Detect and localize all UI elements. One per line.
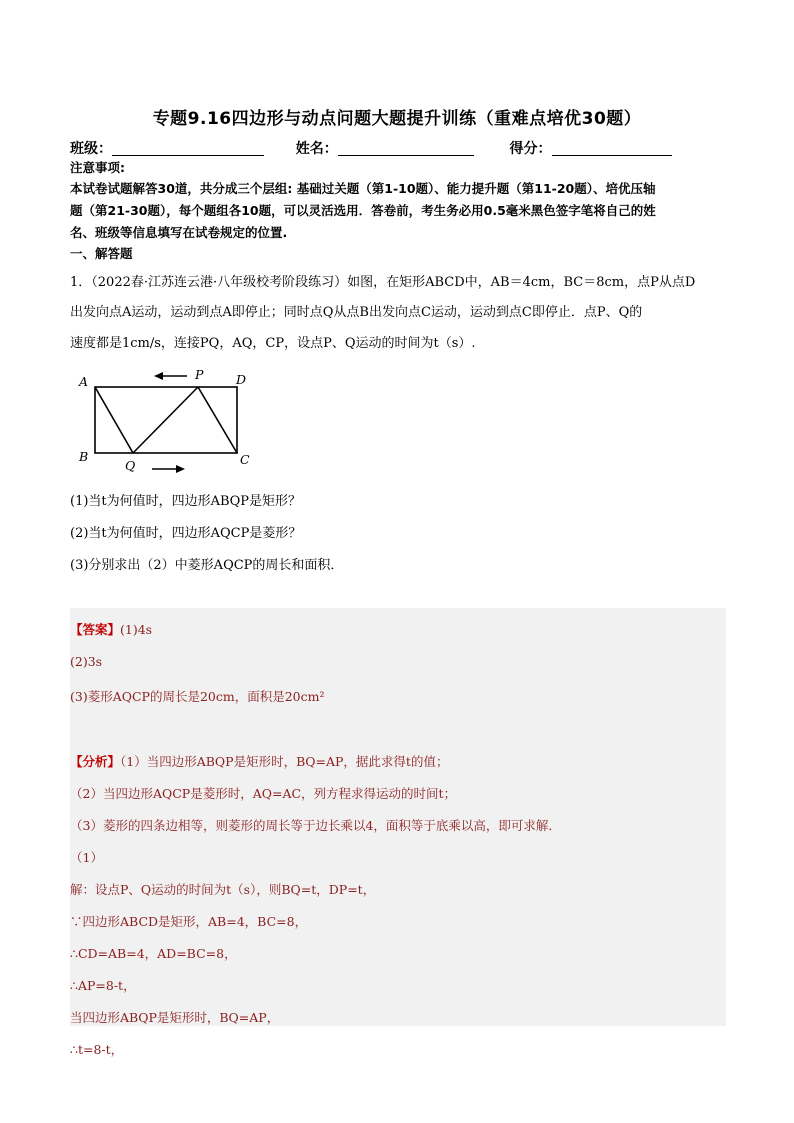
analysis-6: ∵四边形ABCD是矩形，AB=4，BC=8， [70,914,308,929]
question-2: (2)当t为何值时，四边形AQCP是菱形？ [70,526,302,541]
label-b: B [79,449,89,464]
answer-tag: 【答案】 [70,622,121,637]
answer-1: (1)4s [120,622,153,637]
rectangle-figure [74,362,264,474]
answer-3: (3)菱形AQCP的周长是20cm，面积是20cm² [70,689,325,704]
label-c: C [240,452,250,467]
problem-line-3: 速度都是1cm/s，连接PQ，AQ，CP，设点P、Q运动的时间为t（s）. [70,336,476,351]
label-a: A [79,374,89,389]
page-title: 专题9.16四边形与动点问题大题提升训练（重难点培优30题） [152,109,642,129]
analysis-8: ∴AP=8-t， [70,978,136,993]
analysis-tag: 【分析】 [70,754,121,769]
analysis-9: 当四边形ABQP是矩形时，BQ=AP， [70,1010,280,1025]
label-q: Q [125,458,136,473]
analysis-4: （1） [70,850,103,865]
analysis-2: （2）当四边形AQCP是菱形时，AQ=AC，列方程求得运动的时间t； [70,786,457,801]
arrow-p-head [154,372,163,380]
segment-aq [95,387,133,453]
problem-line-2: 出发向点A运动，运动到点A即停止；同时点Q从点B出发向点C运动，运动到点C即停止．点P、Q的 [70,305,643,320]
question-1: (1)当t为何值时，四边形ABQP是矩形？ [70,494,301,509]
segment-qp [133,387,198,453]
analysis-5: 解：设点P、Q运动的时间为t（s），则BQ=t，DP=t， [70,882,376,897]
notice-heading: 注意事项: [70,160,125,175]
analysis-1: （1）当四边形ABQP是矩形时，BQ=AP，据此求得t的值； [120,754,449,769]
arrow-q-head [176,465,185,473]
notice-line-3: 名、班级等信息填写在试卷规定的位置. [70,225,288,240]
score-label: 得分： [509,141,552,157]
student-info-row [70,138,672,158]
analysis-line-1 [70,752,448,770]
name-label: 姓名： [295,141,338,157]
class-label: 班级： [70,141,112,157]
analysis-7: ∴CD=AB=4，AD=BC=8， [70,946,237,961]
label-d: D [236,372,247,387]
question-3: (3)分别求出（2）中菱形AQCP的周长和面积． [70,558,344,573]
answer-line-1 [70,620,152,638]
analysis-10: ∴t=8-t， [70,1042,124,1057]
score-blank[interactable] [552,141,672,156]
class-blank[interactable] [112,141,264,156]
problem-line-1: 1．（2022春·江苏连云港·八年级校考阶段练习）如图，在矩形ABCD中，AB＝4cm，BC＝8cm，点P从点D [70,275,696,290]
analysis-3: （3）菱形的四条边相等，则菱形的周长等于边长乘以4，面积等于底乘以高，即可求解． [70,818,561,833]
segment-pc [198,387,237,453]
label-p: P [195,367,204,382]
name-blank[interactable] [338,141,474,156]
notice-line-2: 题（第21-30题），每个题组各10题，可以灵活选用．答卷前，考生务必用0.5毫米黑色签字笔将自己的姓 [70,203,656,218]
section-heading: 一、解答题 [70,246,133,261]
notice-line-1: 本试卷试题解答30道，共分成三个层组: 基础过关题（第1-10题）、能力提升题（第11-20题）、培优压轴 [70,181,656,196]
answer-2: (2)3s [70,654,103,669]
